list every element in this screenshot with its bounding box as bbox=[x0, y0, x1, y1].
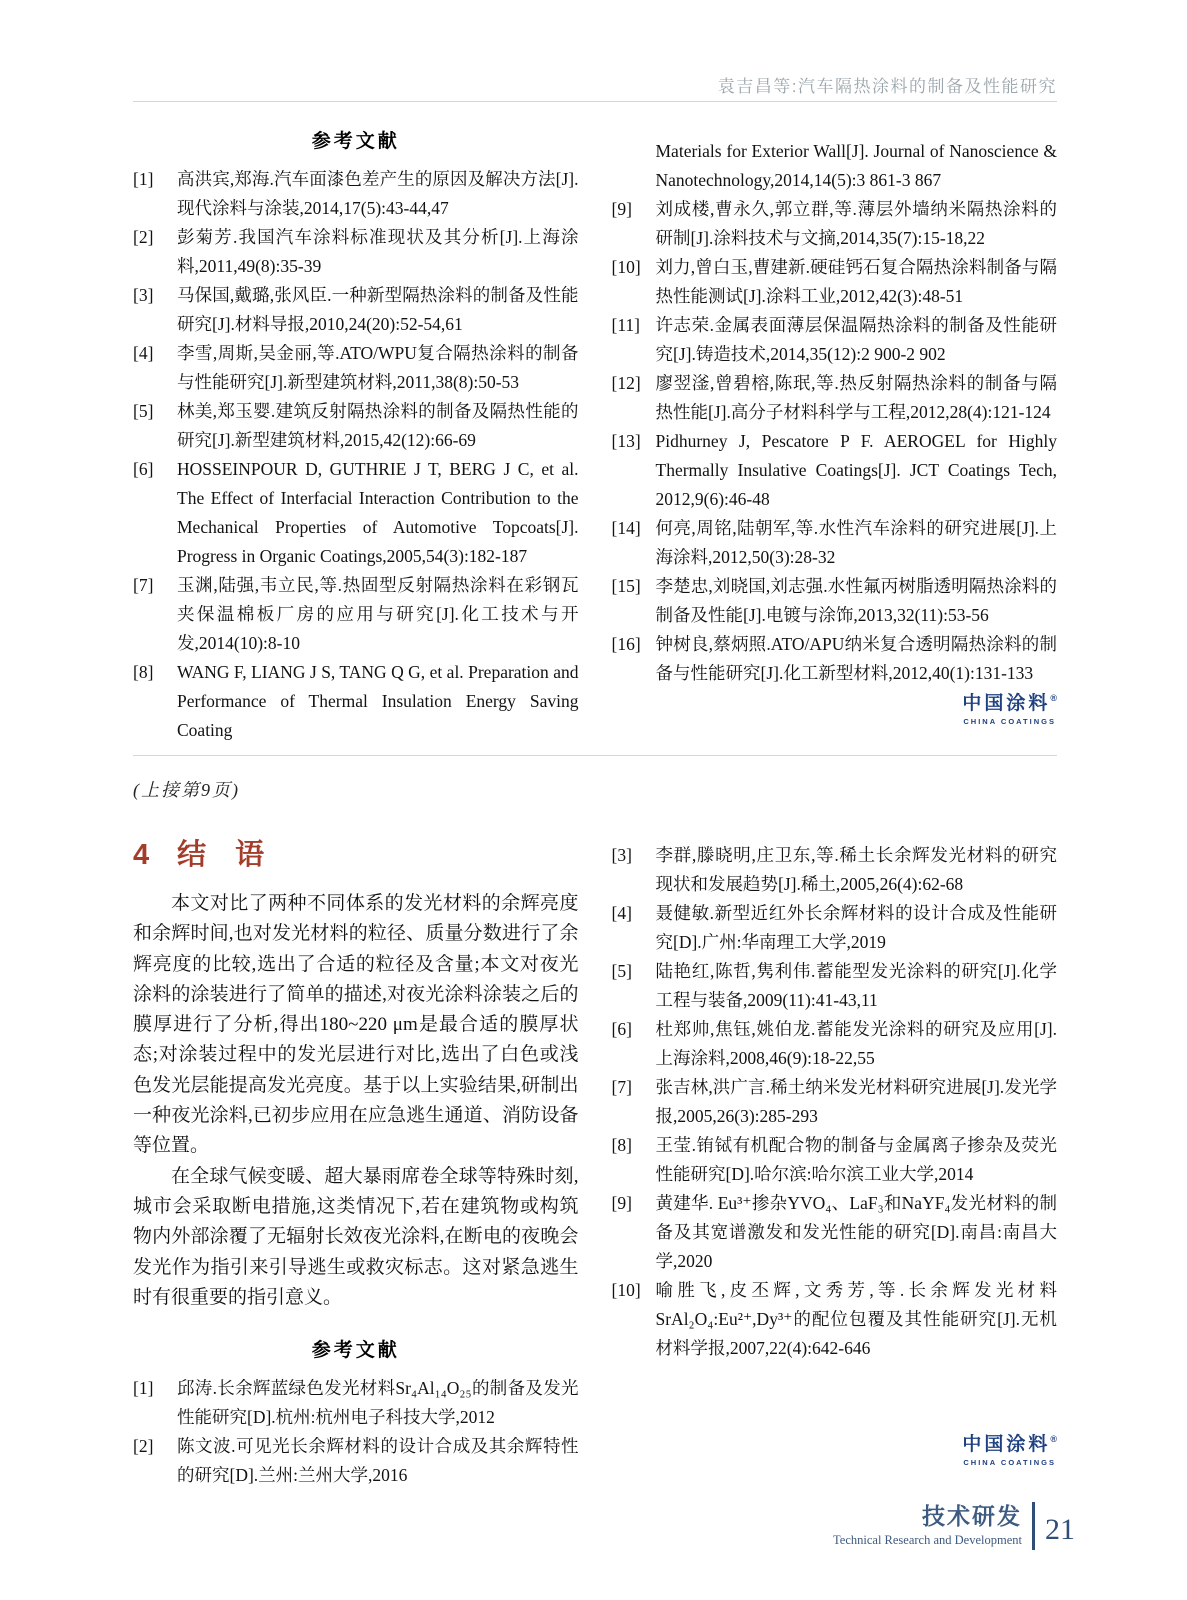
reference-number: [12] bbox=[611, 373, 641, 393]
reference-text: 刘力,曾白玉,曹建新.硬硅钙石复合隔热涂料制备与隔热性能测试[J].涂料工业,2012,42(3):48-51 bbox=[655, 257, 1057, 306]
reference-number: [4] bbox=[133, 343, 154, 363]
reference-text: 聂健敏.新型近红外长余辉材料的设计合成及性能研究[D].广州:华南理工大学,2019 bbox=[655, 903, 1057, 952]
reference-number: [5] bbox=[133, 401, 154, 421]
footer-section-en: Technical Research and Development bbox=[833, 1532, 1022, 1547]
reference-item bbox=[133, 571, 579, 658]
footer-divider-bar bbox=[1032, 1502, 1035, 1550]
footer-section-cn: 技术研发 bbox=[922, 1503, 1022, 1530]
logo-subtitle: CHINA COATINGS bbox=[963, 716, 1056, 726]
reference-item bbox=[612, 427, 1058, 514]
bottom-section bbox=[133, 828, 1057, 1490]
reference-item bbox=[133, 223, 579, 281]
reference-item bbox=[612, 311, 1058, 369]
page-number: 21 bbox=[1045, 1513, 1075, 1546]
reference-item bbox=[612, 1073, 1058, 1131]
references-heading: 参考文献 bbox=[311, 131, 400, 152]
section-divider bbox=[133, 755, 1057, 756]
logo-name: 中国涂料 bbox=[962, 693, 1051, 714]
reference-number: [3] bbox=[133, 285, 154, 305]
reference-text: 刘成楼,曹永久,郭立群,等.薄层外墙纳米隔热涂料的研制[J].涂料技术与文摘,2014,35(7):15-18,22 bbox=[655, 199, 1057, 248]
reference-number: [13] bbox=[611, 431, 641, 451]
reference-number bbox=[612, 137, 656, 195]
reference-item bbox=[133, 658, 579, 745]
reference-item bbox=[612, 369, 1058, 427]
reference-number: [8] bbox=[133, 662, 154, 682]
reference-number: [7] bbox=[611, 1077, 632, 1097]
reference-number: [7] bbox=[133, 575, 154, 595]
reference-number: [11] bbox=[611, 315, 641, 335]
reference-item bbox=[133, 339, 579, 397]
reference-item-continuation bbox=[612, 137, 1058, 195]
reference-text: HOSSEINPOUR D, GUTHRIE J T, BERG J C, et al. The Effect of Interfacial Interaction Contribution to the Mechanical Properties of Automotive Topcoats[J]. Progress in Organic Coatings,2005,54(3):182-187 bbox=[177, 459, 579, 566]
conclusion-number: 4 bbox=[133, 839, 150, 871]
reference-text: 李楚忠,刘晓国,刘志强.水性氟丙树脂透明隔热涂料的制备及性能[J].电镀与涂饰,2013,32(11):53-56 bbox=[655, 576, 1057, 625]
reference-text: 廖翌滏,曾碧榕,陈珉,等.热反射隔热涂料的制备与隔热性能[J].高分子材料科学与工程,2012,28(4):121-124 bbox=[655, 373, 1057, 422]
reference-item bbox=[612, 514, 1058, 572]
reference-item bbox=[133, 455, 579, 571]
reference-number: [1] bbox=[133, 169, 154, 189]
reference-number: [15] bbox=[611, 576, 641, 596]
reference-text: 邱涛.长余辉蓝绿色发光材料Sr₄Al₁₄O₂₅的制备及发光性能研究[D].杭州:杭州电子科技大学,2012 bbox=[177, 1378, 579, 1428]
conclusion-paragraph: 本文对比了两种不同体系的发光材料的余辉亮度和余辉时间,也对发光材料的粒径、质量分数进行了余辉亮度的比较,选出了合适的粒径及含量;本文对夜光涂料的涂装进行了简单的描述,对夜光涂料涂装之后的膜厚进行了分析,得出180~220 μm是最合适的膜厚状态;对涂装过程中的发光层进行对比,选出了白色或浅色发光层能提高发光亮度。基于以上实验结果,研制出一种夜光涂料,已初步应用在应急逃生通道、消防设备等位置。 bbox=[133, 893, 579, 1157]
reference-item bbox=[133, 1374, 579, 1432]
bottom-left-column bbox=[133, 828, 579, 1490]
page-footer bbox=[833, 1502, 1075, 1550]
reference-item bbox=[133, 165, 579, 223]
reference-text: 马保国,戴璐,张风臣.一种新型隔热涂料的制备及性能研究[J].材料导报,2010,24(20):52-54,61 bbox=[177, 285, 579, 334]
reference-number: [16] bbox=[611, 634, 641, 654]
reference-number: [6] bbox=[133, 459, 154, 479]
reference-text: 王莹.铕铽有机配合物的制备与金属离子掺杂及荧光性能研究[D].哈尔滨:哈尔滨工业大学,2014 bbox=[655, 1135, 1057, 1184]
reference-number: [2] bbox=[133, 1436, 154, 1457]
reference-item bbox=[612, 630, 1058, 688]
logo-wordmark bbox=[962, 1435, 1057, 1456]
reference-item bbox=[612, 1015, 1058, 1073]
reference-item bbox=[133, 397, 579, 455]
china-coatings-logo bbox=[962, 694, 1057, 726]
reference-text: 黄建华. Eu³⁺掺杂YVO₄、LaF₃和NaYF₄发光材料的制备及其宽谱激发和发光性能的研究[D].南昌:南昌大学,2020 bbox=[655, 1193, 1057, 1271]
reference-number: [10] bbox=[611, 1280, 641, 1300]
reference-text: 张吉林,洪广言.稀土纳米发光材料研究进展[J].发光学报,2005,26(3):285-293 bbox=[655, 1077, 1057, 1126]
footer-section-labels bbox=[833, 1504, 1022, 1547]
reference-text: 许志荣.金属表面薄层保温隔热涂料的制备及性能研究[J].铸造技术,2014,35(12):2 900-2 902 bbox=[655, 315, 1057, 364]
top-right-column bbox=[612, 120, 1058, 745]
top-left-column bbox=[133, 120, 579, 745]
reference-number: [8] bbox=[611, 1135, 632, 1155]
reference-text: 彭菊芳.我国汽车涂料标准现状及其分析[J].上海涂料,2011,49(8):35-39 bbox=[177, 227, 579, 276]
reference-text: 李群,滕晓明,庄卫东,等.稀土长余辉发光材料的研究现状和发展趋势[J].稀土,2005,26(4):62-68 bbox=[655, 845, 1057, 894]
reference-item bbox=[612, 253, 1058, 311]
reference-number: [14] bbox=[611, 518, 641, 538]
reference-item bbox=[612, 899, 1058, 957]
conclusion-title: 结 语 bbox=[177, 839, 265, 871]
references-heading: 参考文献 bbox=[311, 1340, 400, 1362]
reference-text: 钟树良,蔡炳照.ATO/APU纳米复合透明隔热涂料的制备与性能研究[J].化工新型材料,2012,40(1):131-133 bbox=[655, 634, 1057, 683]
logo-container bbox=[612, 1429, 1058, 1467]
reference-item bbox=[612, 1189, 1058, 1276]
logo-name: 中国涂料 bbox=[962, 1434, 1051, 1455]
logo-wordmark bbox=[962, 694, 1057, 715]
conclusion-heading bbox=[133, 832, 579, 873]
reference-text: 李雪,周斯,吴金丽,等.ATO/WPU复合隔热涂料的制备与性能研究[J].新型建筑材料,2011,38(8):50-53 bbox=[177, 343, 579, 392]
reference-text: 何亮,周铭,陆朝军,等.水性汽车涂料的研究进展[J].上海涂料,2012,50(3):28-32 bbox=[655, 518, 1057, 567]
conclusion-paragraph: 在全球气候变暖、超大暴雨席卷全球等特殊时刻,城市会采取断电措施,这类情况下,若在建筑物或构筑物内外部涂覆了无辐射长效夜光涂料,在断电的夜晚会发光作为指引来引导逃生或救灾标志。这对紧急逃生时有很重要的指引意义。 bbox=[133, 1165, 579, 1308]
reference-number: [5] bbox=[611, 961, 632, 981]
registered-mark-icon: ® bbox=[1050, 693, 1057, 703]
reference-item bbox=[133, 281, 579, 339]
header-rule bbox=[133, 101, 1057, 102]
reference-text: 陆艳红,陈哲,隽利伟.蓄能型发光涂料的研究[J].化学工程与装备,2009(11):41-43,11 bbox=[655, 961, 1057, 1010]
reference-text: 高洪宾,郑海.汽车面漆色差产生的原因及解决方法[J].现代涂料与涂装,2014,17(5):43-44,47 bbox=[177, 169, 579, 218]
reference-item bbox=[612, 957, 1058, 1015]
reference-number: [2] bbox=[133, 227, 154, 247]
running-title: 袁吉昌等:汽车隔热涂料的制备及性能研究 bbox=[717, 77, 1057, 96]
reference-item bbox=[133, 1432, 579, 1490]
reference-number: [1] bbox=[133, 1378, 154, 1399]
registered-mark-icon: ® bbox=[1050, 1434, 1057, 1444]
reference-text: 玉渊,陆强,韦立民,等.热固型反射隔热涂料在彩钢瓦夹保温棉板厂房的应用与研究[J].化工技术与开发,2014(10):8-10 bbox=[177, 575, 579, 653]
reference-text: 喻胜飞,皮丕辉,文秀芳,等.长余辉发光材料SrAl₂O₄:Eu²⁺,Dy³⁺的配位包覆及其性能研究[J].无机材料学报,2007,22(4):642-646 bbox=[655, 1280, 1057, 1358]
reference-text: Materials for Exterior Wall[J]. Journal of Nanoscience & Nanotechnology,2014,14(5):3 861-3 867 bbox=[655, 141, 1057, 190]
reference-item bbox=[612, 572, 1058, 630]
reference-text: 林美,郑玉婴.建筑反射隔热涂料的制备及隔热性能的研究[J].新型建筑材料,2015,42(12):66-69 bbox=[177, 401, 579, 450]
reference-text: Pidhurney J, Pescatore P F. AEROGEL for Highly Thermally Insulative Coatings[J]. JCT Coatings Tech, 2012,9(6):46-48 bbox=[655, 431, 1057, 509]
reference-number: [3] bbox=[611, 845, 632, 865]
logo-container bbox=[612, 688, 1058, 726]
reference-item bbox=[612, 1131, 1058, 1189]
bottom-right-column bbox=[612, 828, 1058, 1490]
reference-text: 陈文波.可见光长余辉材料的设计合成及其余辉特性的研究[D].兰州:兰州大学,2016 bbox=[177, 1436, 579, 1486]
logo-subtitle: CHINA COATINGS bbox=[963, 1457, 1056, 1467]
reference-item bbox=[612, 195, 1058, 253]
reference-number: [9] bbox=[611, 199, 632, 219]
china-coatings-logo bbox=[962, 1435, 1057, 1467]
top-reference-section bbox=[133, 120, 1057, 745]
continuation-note: (上接第9页) bbox=[133, 780, 240, 800]
reference-number: [9] bbox=[611, 1193, 632, 1213]
reference-number: [4] bbox=[611, 903, 632, 923]
reference-number: [10] bbox=[611, 257, 641, 277]
reference-item bbox=[612, 841, 1058, 899]
reference-text: WANG F, LIANG J S, TANG Q G, et al. Preparation and Performance of Thermal Insulation Energy Saving Coating bbox=[177, 662, 579, 740]
reference-number: [6] bbox=[611, 1019, 632, 1039]
reference-text: 杜郑帅,焦钰,姚伯龙.蓄能发光涂料的研究及应用[J].上海涂料,2008,46(9):18-22,55 bbox=[655, 1019, 1057, 1068]
reference-item bbox=[612, 1276, 1058, 1363]
